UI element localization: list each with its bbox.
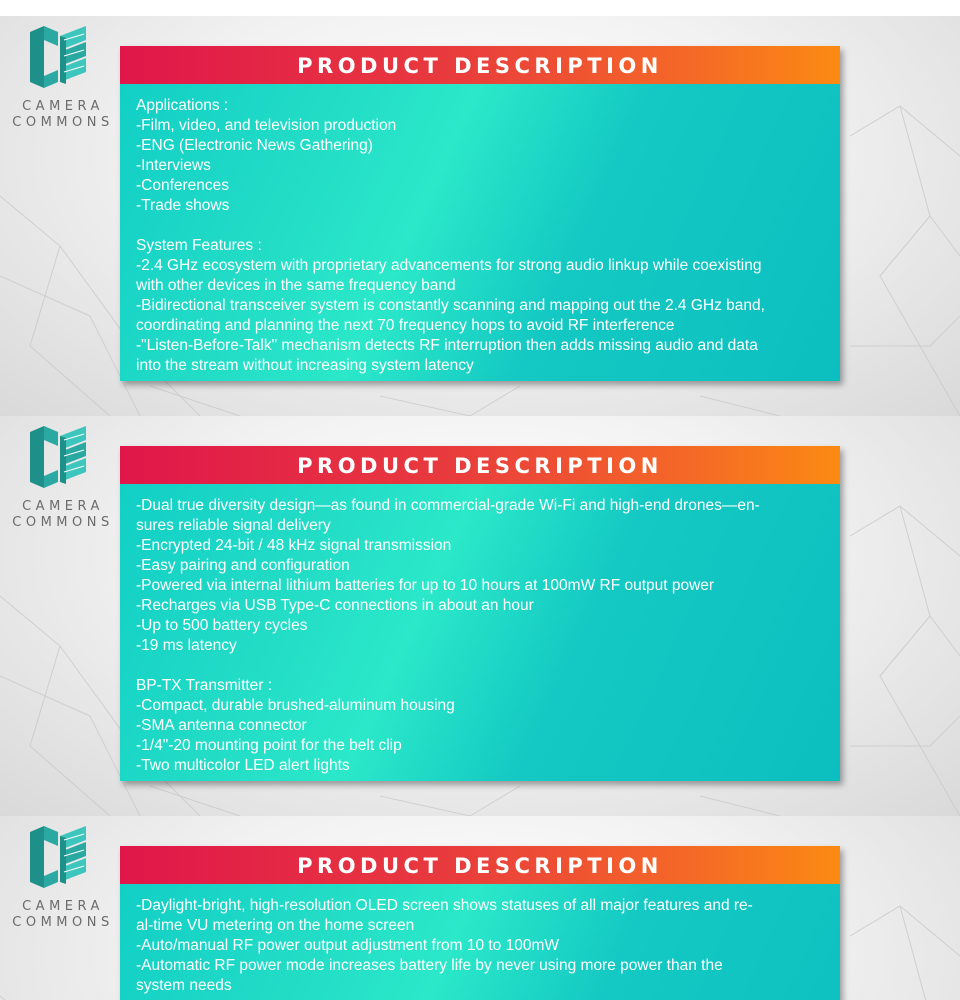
camera-commons-logo-icon bbox=[30, 826, 96, 896]
text-line: coordinating and planning the next 70 frequency hops to avoid RF interference bbox=[136, 317, 675, 334]
text-line: -Interviews bbox=[136, 157, 211, 174]
text-line: -Powered via internal lithium batteries for up to 10 hours at 100mW RF output power bbox=[136, 577, 715, 594]
panel-text bbox=[136, 96, 826, 376]
camera-commons-logo-icon bbox=[30, 26, 96, 96]
logo-text-line2: COMMONS bbox=[12, 115, 114, 130]
panel-text bbox=[136, 496, 826, 776]
logo-text-line1: CAMERA bbox=[22, 99, 104, 114]
text-line: into the stream without increasing system latency bbox=[136, 357, 474, 374]
product-description-panel bbox=[120, 46, 840, 381]
text-line: sures reliable signal delivery bbox=[136, 517, 331, 534]
panel-body bbox=[120, 484, 840, 781]
text-line: -Recharges via USB Type-C connections in about an hour bbox=[136, 597, 534, 614]
text-line: -Daylight-bright, high-resolution OLED screen shows statuses of all major features and re- bbox=[136, 897, 753, 914]
text-line: -Automatic RF power mode increases battery life by never using more power than the bbox=[136, 957, 723, 974]
panel-header: PRODUCT DESCRIPTION bbox=[120, 446, 840, 484]
text-line: -Conferences bbox=[136, 177, 230, 194]
text-line: -Bidirectional transceiver system is constantly scanning and mapping out the 2.4 GHz band, bbox=[136, 297, 765, 314]
product-section-2 bbox=[0, 416, 960, 816]
product-section-3 bbox=[0, 816, 960, 1000]
text-line: -1/4"-20 mounting point for the belt clip bbox=[136, 737, 402, 754]
text-line: Applications : bbox=[136, 97, 229, 114]
blank-line bbox=[136, 656, 826, 676]
panel-body bbox=[120, 84, 840, 381]
product-description-panel bbox=[120, 446, 840, 781]
camera-commons-logo bbox=[10, 26, 116, 130]
text-line: with other devices in the same frequency band bbox=[136, 277, 456, 294]
text-line: -Easy pairing and configuration bbox=[136, 557, 350, 574]
logo-text-line1: CAMERA bbox=[22, 499, 104, 514]
blank-line bbox=[136, 216, 826, 236]
panel-header: PRODUCT DESCRIPTION bbox=[120, 846, 840, 884]
logo-text-line1: CAMERA bbox=[22, 899, 104, 914]
text-line: -Encrypted 24-bit / 48 kHz signal transmission bbox=[136, 537, 452, 554]
text-line: -ENG (Electronic News Gathering) bbox=[136, 137, 373, 154]
text-line: -2.4 GHz ecosystem with proprietary advancements for strong audio linkup while coexisting bbox=[136, 257, 762, 274]
text-line: -Film, video, and television production bbox=[136, 117, 397, 134]
text-line: -Up to 500 battery cycles bbox=[136, 617, 308, 634]
text-line: system needs bbox=[136, 977, 232, 994]
text-line: -Two multicolor LED alert lights bbox=[136, 757, 350, 774]
text-line: -19 ms latency bbox=[136, 637, 237, 654]
text-line: -Compact, durable brushed-aluminum housing bbox=[136, 697, 455, 714]
text-line: -Trade shows bbox=[136, 197, 230, 214]
camera-commons-logo bbox=[10, 826, 116, 930]
product-section-1 bbox=[0, 16, 960, 416]
text-line: -Auto/manual RF power output adjustment from 10 to 100mW bbox=[136, 937, 560, 954]
logo-text-line2: COMMONS bbox=[12, 515, 114, 530]
text-line: BP-TX Transmitter : bbox=[136, 677, 273, 694]
camera-commons-logo bbox=[10, 426, 116, 530]
panel-body bbox=[120, 884, 840, 1000]
product-description-panel bbox=[120, 846, 840, 1000]
text-line: -Dual true diversity design—as found in commercial-grade Wi-Fi and high-end drones—en- bbox=[136, 497, 760, 514]
top-strip bbox=[0, 0, 960, 16]
text-line: al-time VU metering on the home screen bbox=[136, 917, 415, 934]
text-line: System Features : bbox=[136, 237, 262, 254]
camera-commons-logo-icon bbox=[30, 426, 96, 496]
text-line: -"Listen-Before-Talk" mechanism detects RF interruption then adds missing audio and data bbox=[136, 337, 758, 354]
text-line: -SMA antenna connector bbox=[136, 717, 307, 734]
logo-text-line2: COMMONS bbox=[12, 915, 114, 930]
panel-text bbox=[136, 896, 826, 996]
panel-header: PRODUCT DESCRIPTION bbox=[120, 46, 840, 84]
